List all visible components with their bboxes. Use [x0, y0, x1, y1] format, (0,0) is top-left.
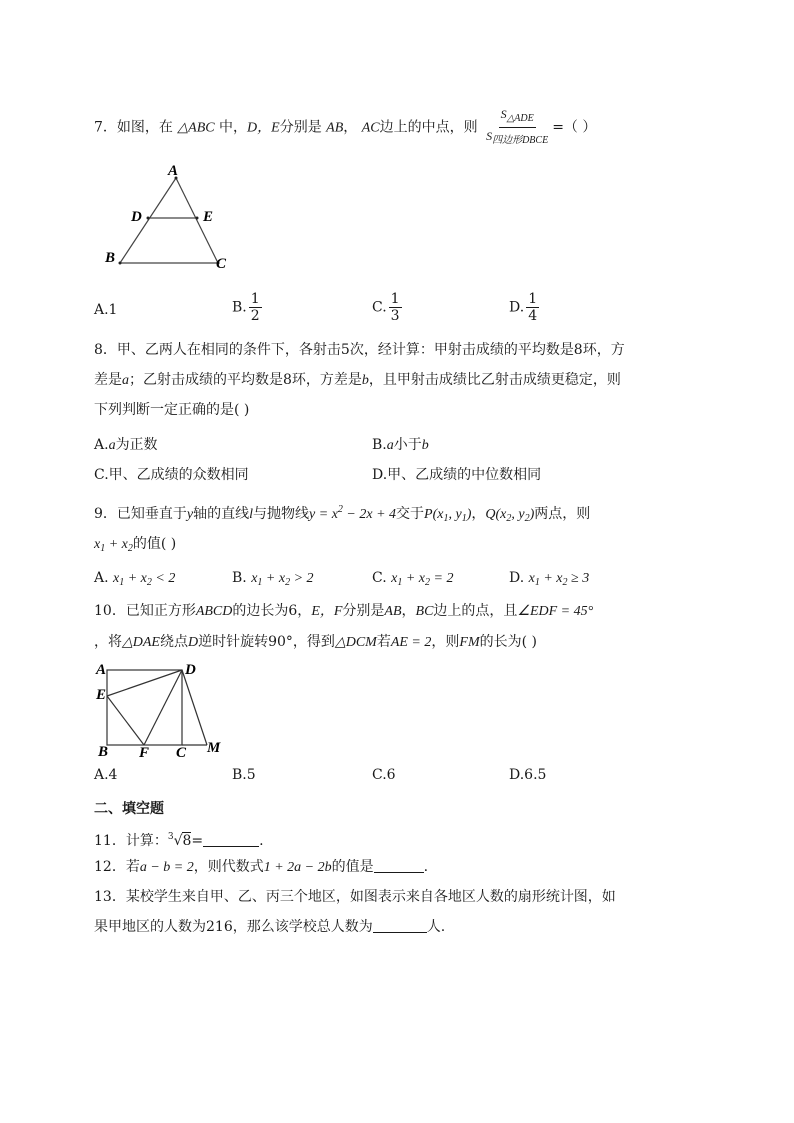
q7-text-d: 边上的中点，则: [379, 119, 478, 136]
q10-l2a: ，将: [94, 634, 122, 650]
q10-square: [107, 670, 182, 745]
q7-option-b: [232, 291, 264, 324]
q10-label-c: C: [176, 745, 187, 760]
q9-ob-rel: > 2: [290, 571, 314, 586]
q9-text-d: 交于: [396, 506, 425, 522]
q8-line-2: [94, 370, 621, 391]
q7-option-b-den: 2: [250, 308, 260, 324]
q9-option-b: B. $x_1 + x_2 > 2$: [232, 570, 314, 588]
q10-label-d: D: [185, 662, 196, 678]
q12-expr: a − b = 2: [139, 860, 194, 875]
q8-option-a-label: A.: [94, 437, 109, 453]
q9-text-e: 两点，则: [534, 506, 591, 522]
q13-line-1: 13．某校学生来自甲、乙、丙三个地区，如图表示来自各地区人数的扇形统计图，如: [94, 889, 616, 905]
q10-l2e: ，则: [431, 634, 460, 650]
q9-q-s2: 2: [524, 513, 530, 524]
q11: [94, 827, 264, 851]
q7-option-d-den: 4: [528, 308, 538, 324]
q10-ef: E，F: [311, 604, 343, 619]
q7-fraction: [484, 106, 550, 149]
q10-a: 10．已知正方形: [94, 603, 196, 619]
q10-l2d: 若: [376, 634, 391, 650]
q8-option-d: D.甲、乙成绩的中位数相同: [372, 467, 542, 483]
q10-angle: ∠EDF = 45°: [517, 604, 594, 619]
q9-y-axis: y: [186, 507, 194, 522]
q9-oa-pre: A.: [94, 570, 114, 586]
q12-c: 的值是: [331, 859, 374, 875]
q7-triangle: △ABC: [177, 120, 215, 136]
q7-label-d: D: [131, 209, 142, 225]
q9-option-a: A. $x_1 + x_2 < 2$: [94, 570, 176, 588]
q10-sep: ，: [401, 603, 416, 619]
q12-b: ，则代数式: [193, 859, 264, 875]
q9-ob-pre: B.: [232, 570, 252, 586]
q10-label-b: B: [98, 744, 109, 760]
q9-text-b: 轴的直线: [193, 506, 250, 522]
q7-option-b-label: B.: [232, 299, 247, 316]
q9-q-s1: 2: [506, 513, 512, 524]
q10-line-1: [94, 601, 593, 622]
q8-var-b: b: [361, 373, 369, 388]
q10-option-b: B.5: [232, 767, 256, 783]
q7-frac-num-sub: △ADE: [506, 113, 534, 124]
q7-label-c: C: [216, 256, 227, 272]
q12-answer-blank[interactable]: [374, 858, 424, 873]
q8-option-b-label: B.: [372, 437, 387, 453]
q8-option-a-text: 为正数: [115, 437, 158, 453]
q7-option-d-num: 1: [528, 291, 538, 307]
q10-square-figure: [94, 660, 234, 760]
q10-label-m: M: [207, 740, 221, 756]
q7-ac: AC: [361, 120, 380, 136]
q8-option-b-var-b: b: [421, 438, 429, 453]
q7-number: 7．: [94, 119, 117, 136]
q8-option-a-var: a: [108, 438, 116, 453]
q7-points: D，E: [247, 120, 280, 136]
q9-comma: ，: [471, 506, 486, 522]
q10-d-point: D: [187, 635, 199, 650]
q9-l2-plus: + x: [105, 537, 128, 552]
q7-tail: =（ ）: [552, 119, 597, 136]
q10-label-f: F: [139, 745, 150, 760]
q9-p-end: ): [466, 507, 472, 522]
q8-option-b: [372, 435, 429, 456]
q10-dae: △DAE: [122, 635, 160, 650]
q10-label-e: E: [96, 687, 107, 703]
q13-line-2: [94, 917, 445, 937]
q10-l2c: 逆时针旋转90°，得到: [198, 634, 335, 650]
q7-ab: AB: [326, 120, 344, 136]
q7-option-d-label: D.: [509, 299, 525, 316]
q9-q-mid: , y: [511, 507, 525, 522]
q9-oc-pre: C.: [372, 570, 392, 586]
q13-l2a: 果甲地区的人数为216，那么该学校总人数为: [94, 919, 373, 935]
q10-option-a: A.4: [94, 767, 118, 783]
q12-end: .: [423, 859, 429, 875]
q7-point-b: [119, 262, 122, 265]
q9-eq-eq: =: [315, 507, 332, 522]
q7-label-a: A: [168, 163, 179, 179]
q10-l2f: 的长为( ): [479, 634, 537, 650]
q9-text-c: 与抛物线: [253, 506, 310, 522]
q9-l2-x1: x: [94, 537, 101, 552]
q10-label-a: A: [96, 662, 107, 678]
q9-point-p: [424, 507, 471, 522]
q10-option-c: C.6: [372, 767, 396, 783]
q13-answer-blank[interactable]: [373, 918, 427, 933]
q9-p-s2: 1: [461, 513, 467, 524]
q10-abcd: ABCD: [195, 604, 233, 619]
q7-triangle-figure: [100, 158, 240, 276]
q10-segment-dm: [182, 670, 207, 745]
q11-b: =: [191, 833, 204, 849]
q9-text-a: 9．已知垂直于: [94, 506, 187, 522]
q7-option-c-label: C.: [372, 299, 387, 316]
q9-point-q: [485, 507, 534, 522]
q10-line-2: [94, 632, 537, 653]
q8-var-a: a: [122, 373, 129, 388]
q10-bc: BC: [415, 604, 434, 619]
q9-l2-s2: 2: [127, 543, 133, 554]
q10-segment-ef: [107, 696, 144, 745]
q8-line-3: 下列判断一定正确的是( ): [94, 402, 250, 418]
q9-parabola: [309, 504, 397, 522]
section-heading-fill-in: 二、填空题: [94, 801, 164, 817]
q12: [94, 857, 428, 878]
q8-option-a: [94, 435, 158, 456]
q10-c: 分别是: [342, 603, 385, 619]
q10-dcm: △DCM: [334, 635, 377, 650]
q7-side-ab: [120, 178, 176, 263]
q7-frac-num: S: [500, 107, 507, 121]
q9-oc-rel: = 2: [430, 571, 454, 586]
q9-line-2: [94, 534, 176, 559]
q9-line-1: [94, 500, 590, 529]
q13-l2b: 人.: [426, 919, 446, 935]
q10-b: 的边长为6，: [232, 603, 312, 619]
q9-p-a: P(x: [424, 507, 444, 522]
q7-text-c: 分别是: [279, 119, 322, 136]
q9-l2-s1: 1: [100, 543, 106, 554]
q10-ab: AB: [384, 604, 402, 619]
q9-p-s1: 1: [443, 513, 449, 524]
q10-ae: AE = 2: [390, 635, 432, 650]
q12-expr2: 1 + 2a − 2b: [263, 860, 332, 875]
q7-point-e: [196, 217, 199, 220]
q7-sep: ，: [343, 119, 358, 136]
q9-option-d: D. $x_1 + x_2 \ge 3$: [509, 570, 590, 588]
q12-a: 12．若: [94, 859, 140, 875]
q11-root-index: 3: [167, 832, 174, 842]
q7-text-a: 如图，在: [116, 119, 173, 136]
q7-frac-den: S: [486, 129, 493, 143]
q9-line-l: l: [249, 507, 254, 522]
q9-od-rel: ≥ 3: [567, 571, 590, 586]
q9-line-2-tail: 的值( ): [132, 536, 177, 552]
q9-oa-rel: < 2: [151, 571, 176, 586]
q8-option-b-text: 小于: [393, 437, 422, 453]
q9-eq-pow: 2: [337, 504, 343, 515]
q8-option-b-var-a: a: [386, 438, 394, 453]
q7-label-b: B: [105, 250, 116, 266]
q10-fm: FM: [459, 635, 480, 650]
q11-answer-blank[interactable]: [203, 832, 259, 847]
q7-stem: [94, 106, 596, 149]
q11-a: 11．计算：: [94, 833, 168, 849]
q7-option-c-num: 1: [390, 291, 400, 307]
q11-root-symbol: √: [173, 833, 183, 849]
q10-option-d: D.6.5: [509, 767, 547, 783]
q10-l2b: 绕点: [159, 634, 188, 650]
q7-option-c: [372, 291, 404, 324]
q7-option-d: [509, 291, 541, 324]
q7-label-e: E: [203, 209, 214, 225]
q8-line-2-c: ，且甲射击成绩比乙射击成绩更稳定，则: [368, 372, 621, 388]
q9-q-a: Q(x: [485, 507, 507, 522]
q7-text-b: 中，: [219, 119, 248, 136]
q8-option-c: C.甲、乙成绩的众数相同: [94, 467, 249, 483]
q9-eq-y: y: [309, 507, 316, 522]
q7-option-c-den: 3: [390, 308, 400, 324]
q8-line-2-a: 差是: [94, 372, 122, 388]
q7-option-b-num: 1: [250, 291, 260, 307]
q11-radicand: 8: [182, 833, 192, 849]
q9-od-pre: D.: [509, 570, 529, 586]
q7-option-a: A.1: [94, 302, 118, 318]
q7-frac-den-sub: 四边形DBCE: [492, 135, 549, 146]
q9-eq-rest: − 2x + 4: [342, 507, 397, 522]
q11-end: .: [259, 833, 264, 849]
q9-eq-x: x: [331, 507, 338, 522]
q7-point-d: [147, 217, 150, 220]
q10-d: 边上的点，且: [433, 603, 518, 619]
q9-option-c: C. $x_1 + x_2 = 2$: [372, 570, 454, 588]
q9-q-end: ): [529, 507, 535, 522]
q9-p-mid: , y: [448, 507, 462, 522]
q8-line-1: 8．甲、乙两人在相同的条件下，各射击5次，经计算：甲射击成绩的平均数是8环，方: [94, 342, 625, 358]
q8-line-2-b: ；乙射击成绩的平均数是8环，方差是: [129, 372, 362, 388]
